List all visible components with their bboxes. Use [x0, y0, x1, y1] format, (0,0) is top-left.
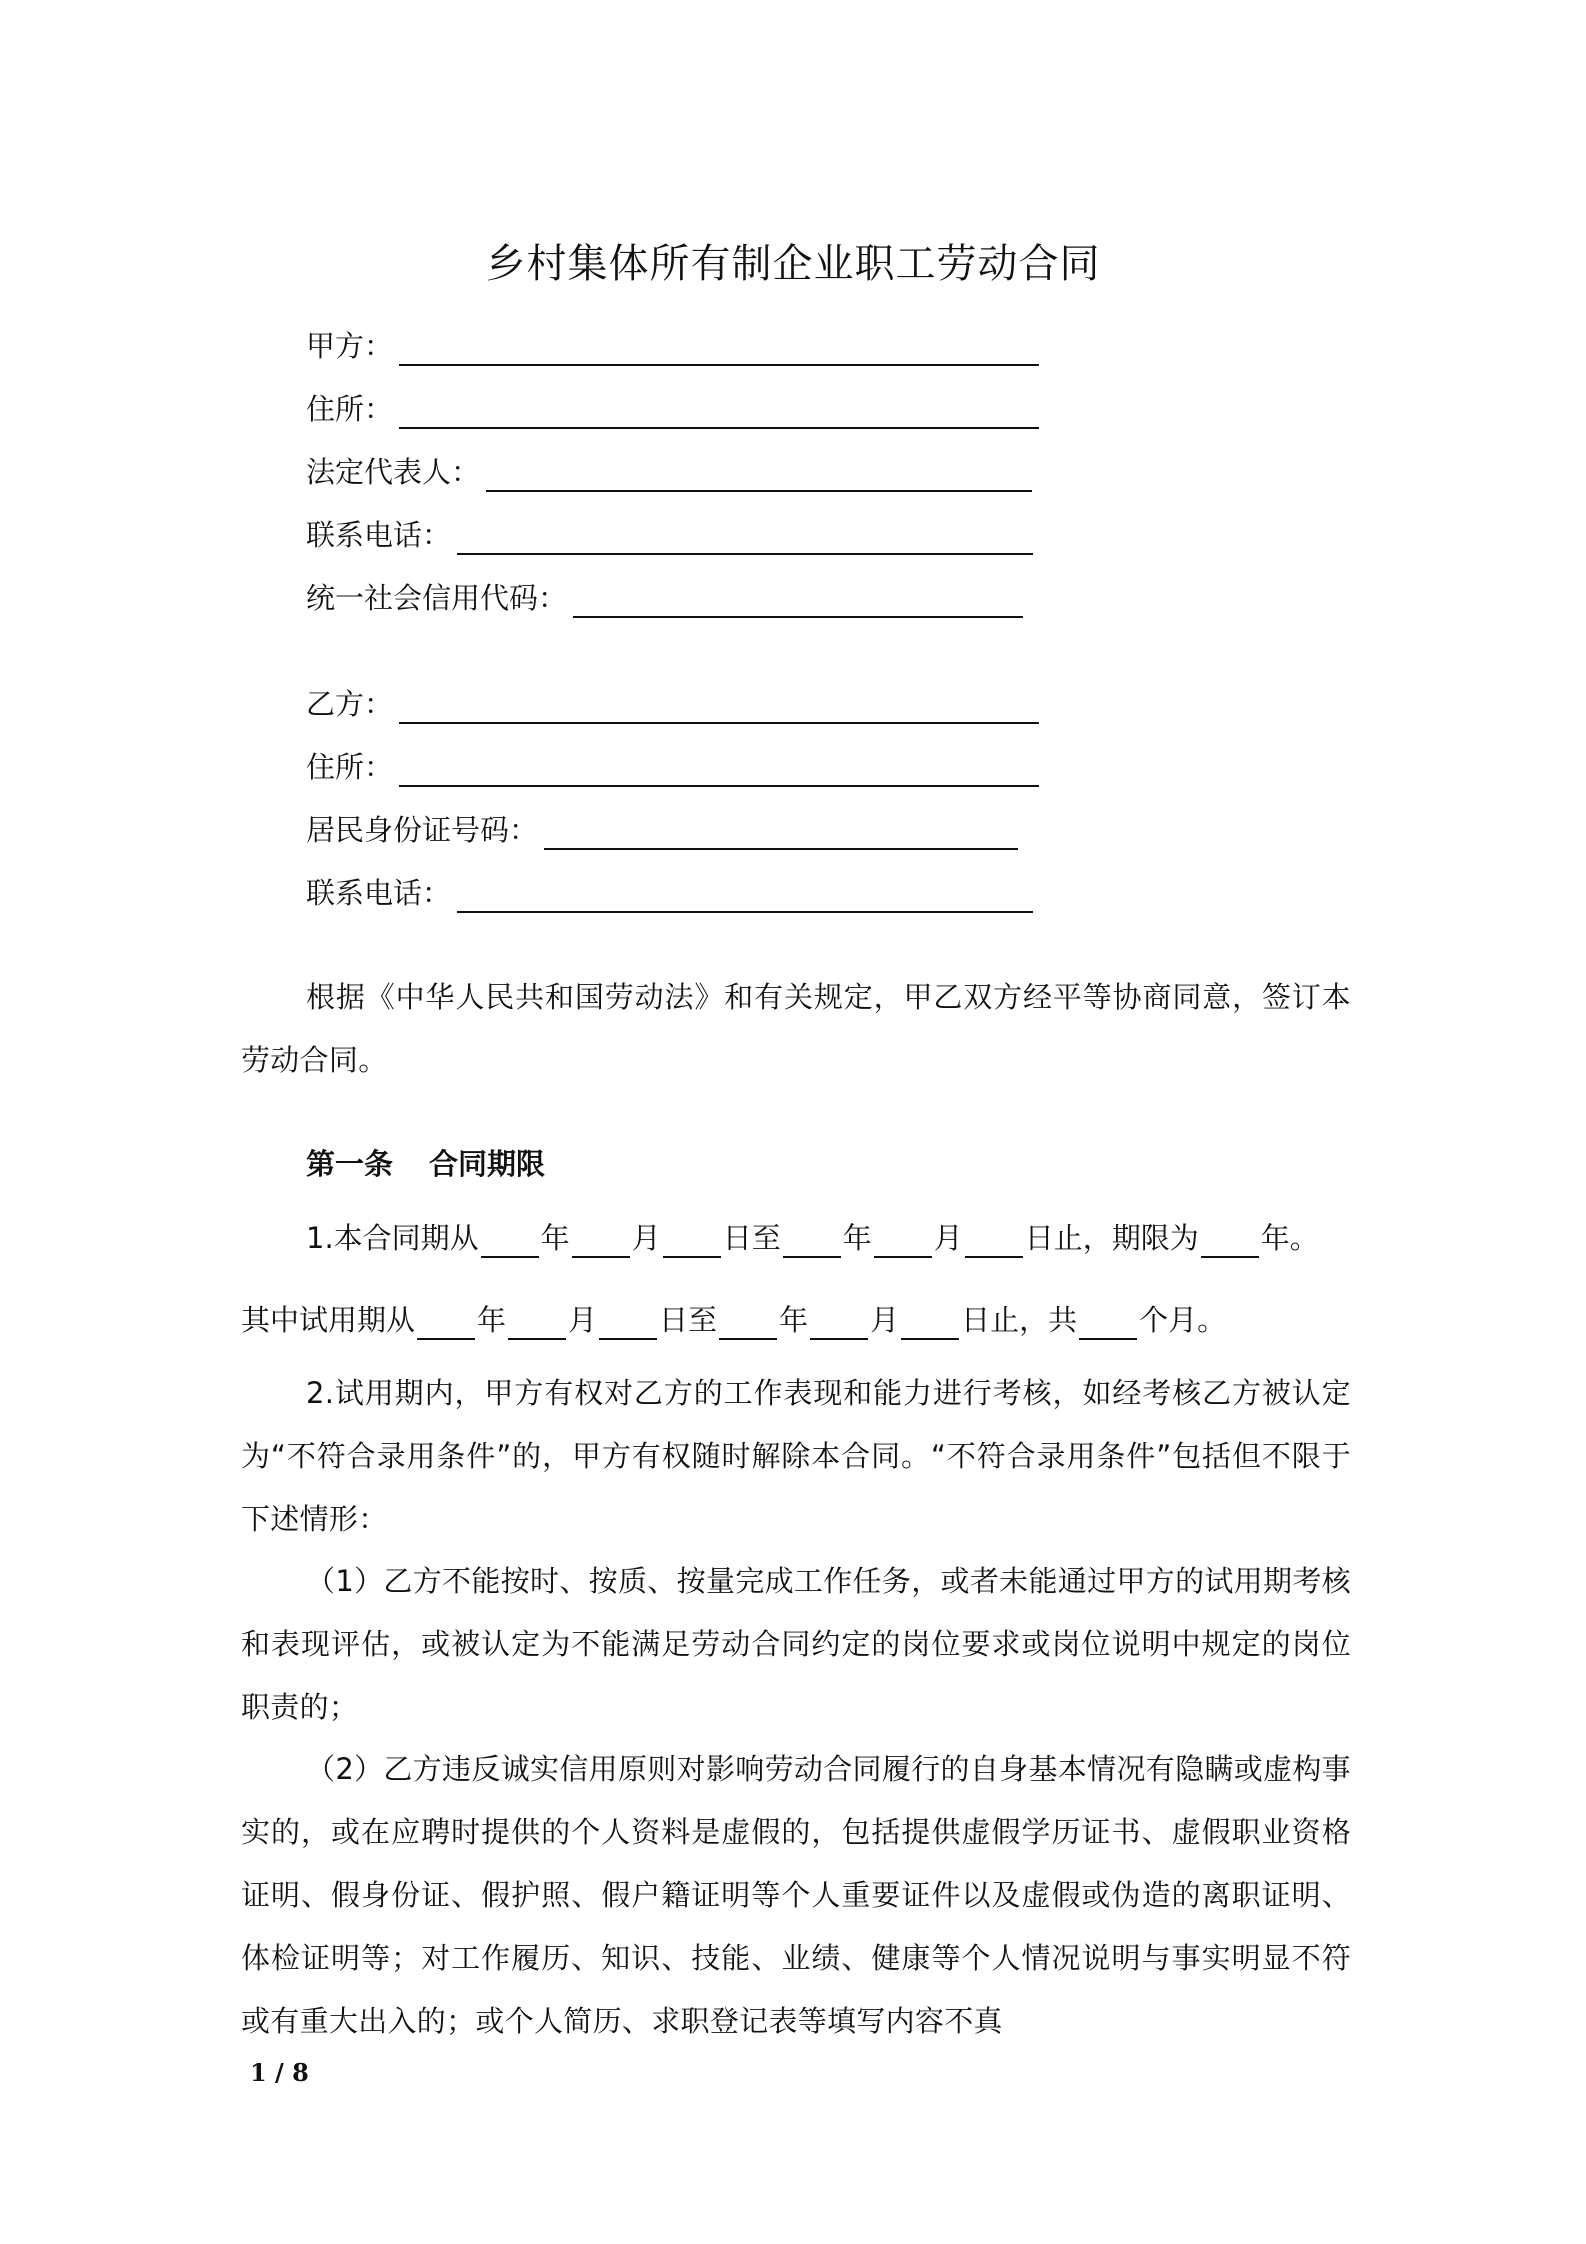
party-a-blank[interactable] [399, 334, 1039, 366]
probation-suffix: 个月。 [1139, 1303, 1227, 1337]
intro-paragraph: 根据《中华人民共和国劳动法》和有关规定，甲乙双方经平等协商同意，签订本劳动合同。 [241, 980, 1351, 1077]
party-a-legal-rep-field [306, 452, 1032, 492]
party-b-phone-field [306, 873, 1033, 913]
party-b-id-blank[interactable] [544, 818, 1018, 850]
party-a-label: 甲方： [306, 329, 394, 363]
party-a-credit-code-label: 统一社会信用代码： [306, 581, 568, 615]
party-a-credit-code-blank[interactable] [573, 586, 1023, 618]
term-end-year-blank[interactable] [783, 1226, 841, 1258]
term-end-month-blank[interactable] [874, 1226, 932, 1258]
term-end-year-label: 年 [842, 1221, 872, 1255]
probation-day-to-label: 日至 [659, 1303, 718, 1337]
probation-start-month-blank[interactable] [508, 1308, 566, 1340]
term-suffix: 年。 [1260, 1221, 1319, 1255]
probation-start-day-blank[interactable] [599, 1308, 657, 1340]
probation-day-end-label: 日止，共 [961, 1303, 1078, 1337]
probation-month-label: 月 [568, 1303, 598, 1337]
term-start-year-blank[interactable] [481, 1226, 539, 1258]
party-b-field [306, 684, 1039, 724]
probation-end-month-label: 月 [870, 1303, 900, 1337]
party-a-phone-label: 联系电话： [306, 518, 452, 552]
party-a-credit-code-field [306, 578, 1023, 618]
term-end-day-blank[interactable] [965, 1226, 1023, 1258]
term-prefix: 1.本合同期从 [306, 1221, 479, 1255]
clause-2-paragraph: 2.试用期内，甲方有权对乙方的工作表现和能力进行考核，如经考核乙方被认定为“不符合录用条件”的，甲方有权随时解除本合同。“不符合录用条件”包括但不限于下述情形： [241, 1376, 1351, 1536]
party-b-label: 乙方： [306, 687, 394, 721]
probation-end-year-blank[interactable] [719, 1308, 777, 1340]
party-a-address-blank[interactable] [399, 397, 1039, 429]
article-1-title: 合同期限 [429, 1147, 546, 1181]
party-a-legal-rep-blank[interactable] [486, 460, 1032, 492]
probation-term-line [241, 1300, 1226, 1340]
party-b-id-label: 居民身份证号码： [306, 813, 539, 847]
document-title: 乡村集体所有制企业职工劳动合同 [485, 241, 1101, 287]
clause-2-item-1: （1）乙方不能按时、按质、按量完成工作任务，或者未能通过甲方的试用期考核和表现评估，或被认定为不能满足劳动合同约定的岗位要求或岗位说明中规定的岗位职责的； [241, 1564, 1351, 1724]
party-a-phone-blank[interactable] [457, 523, 1033, 555]
party-b-phone-blank[interactable] [457, 881, 1033, 913]
term-years-blank[interactable] [1201, 1226, 1259, 1258]
term-start-day-blank[interactable] [663, 1226, 721, 1258]
term-month-label: 月 [631, 1221, 661, 1255]
party-b-address-field [306, 747, 1039, 787]
term-end-month-label: 月 [933, 1221, 963, 1255]
probation-year-label: 年 [477, 1303, 507, 1337]
probation-end-month-blank[interactable] [810, 1308, 868, 1340]
party-a-phone-field [306, 515, 1033, 555]
article-1-heading [306, 1144, 545, 1184]
party-a-address-label: 住所： [306, 392, 394, 426]
page-number: 1 / 8 [250, 2058, 309, 2087]
party-b-phone-label: 联系电话： [306, 876, 452, 910]
party-a-field [306, 326, 1039, 366]
party-b-id-field [306, 810, 1018, 850]
term-year-label: 年 [540, 1221, 570, 1255]
party-a-legal-rep-label: 法定代表人： [306, 455, 481, 489]
probation-start-year-blank[interactable] [417, 1308, 475, 1340]
party-a-address-field [306, 389, 1039, 429]
probation-months-blank[interactable] [1079, 1308, 1137, 1340]
party-b-blank[interactable] [399, 692, 1039, 724]
article-1-number: 第一条 [306, 1147, 394, 1181]
probation-prefix: 其中试用期从 [241, 1303, 416, 1337]
party-b-address-blank[interactable] [399, 755, 1039, 787]
clause-2-item-2: （2）乙方违反诚实信用原则对影响劳动合同履行的自身基本情况有隐瞒或虚构事实的，或在应聘时提供的个人资料是虚假的，包括提供虚假学历证书、虚假职业资格证明、假身份证、假护照、假户籍证明等个人重要证件以及虚假或伪造的离职证明、体检证明等；对工作履历、知识、技能、业绩、健康等个人情况说明与事实明显不符或有重大出入的；或个人简历、求职登记表等填写内容不真 [241, 1752, 1351, 2038]
term-day-end-label: 日止，期限为 [1024, 1221, 1199, 1255]
probation-end-day-blank[interactable] [901, 1308, 959, 1340]
term-day-to-label: 日至 [722, 1221, 781, 1255]
party-b-address-label: 住所： [306, 750, 394, 784]
term-start-month-blank[interactable] [572, 1226, 630, 1258]
contract-term-line [306, 1218, 1319, 1258]
probation-end-year-label: 年 [779, 1303, 809, 1337]
